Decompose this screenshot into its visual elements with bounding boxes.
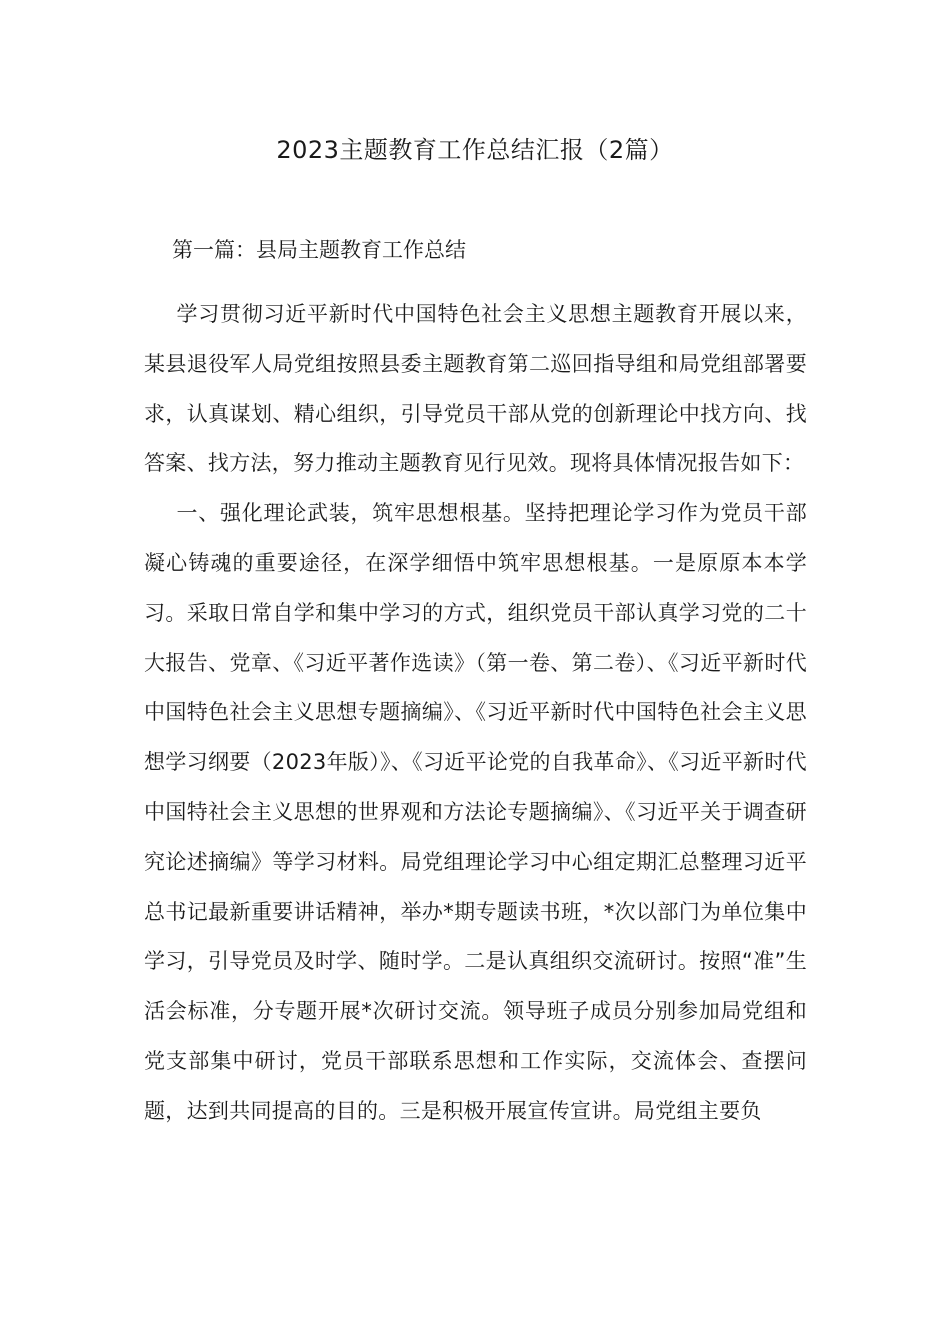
paragraph-intro-text: 学习贯彻习近平新时代中国特色社会主义思想主题教育开展以来，某县退役军人局党组按照县委主题教育第二巡回指导组和局党组部署要求，认真谋划、精心组织，引导党员干部从党的创新理论中找方向、找答案、找方法，努力推动主题教育见行见效。现将具体情况报告如下： xyxy=(144,302,807,476)
paragraph-intro xyxy=(144,290,807,489)
section-heading: 第一篇：县局主题教育工作总结 xyxy=(172,238,466,262)
paragraph-section-one-text: 一、强化理论武装，筑牢思想根基。坚持把理论学习作为党员干部凝心铸魂的重要途径，在深学细悟中筑牢思想根基。一是原原本本学习。采取日常自学和集中学习的方式，组织党员干部认真学习党的二十大报告、党章、《习近平著作选读》（第一卷、第二卷）、《习近平新时代中国特色社会主义思想专题摘编》、《习近平新时代中国特色社会主义思想学习纲要（2023年版）》、《习近平论党的自我革命》、《习近平新时代中国特社会主义思想的世界观和方法论专题摘编》、《习近平关于调查研究论述摘编》等学习材料。局党组理论学习中心组定期汇总整理习近平总书记最新重要讲话精神，举办*期专题读书班，*次以部门为单位集中学习，引导党员及时学、随时学。二是认真组织交流研讨。按照“准”生活会标准，分专题开展*次研讨交流。领导班子成员分别参加局党组和党支部集中研讨，党员干部联系思想和工作实际，交流体会、查摆问题，达到共同提高的目的。三是积极开展宣传宣讲。局党组主要负 xyxy=(144,501,807,1123)
document-title: 2023主题教育工作总结汇报（2篇） xyxy=(276,136,674,164)
document-body xyxy=(144,290,807,1137)
paragraph-section-one xyxy=(144,489,807,1136)
